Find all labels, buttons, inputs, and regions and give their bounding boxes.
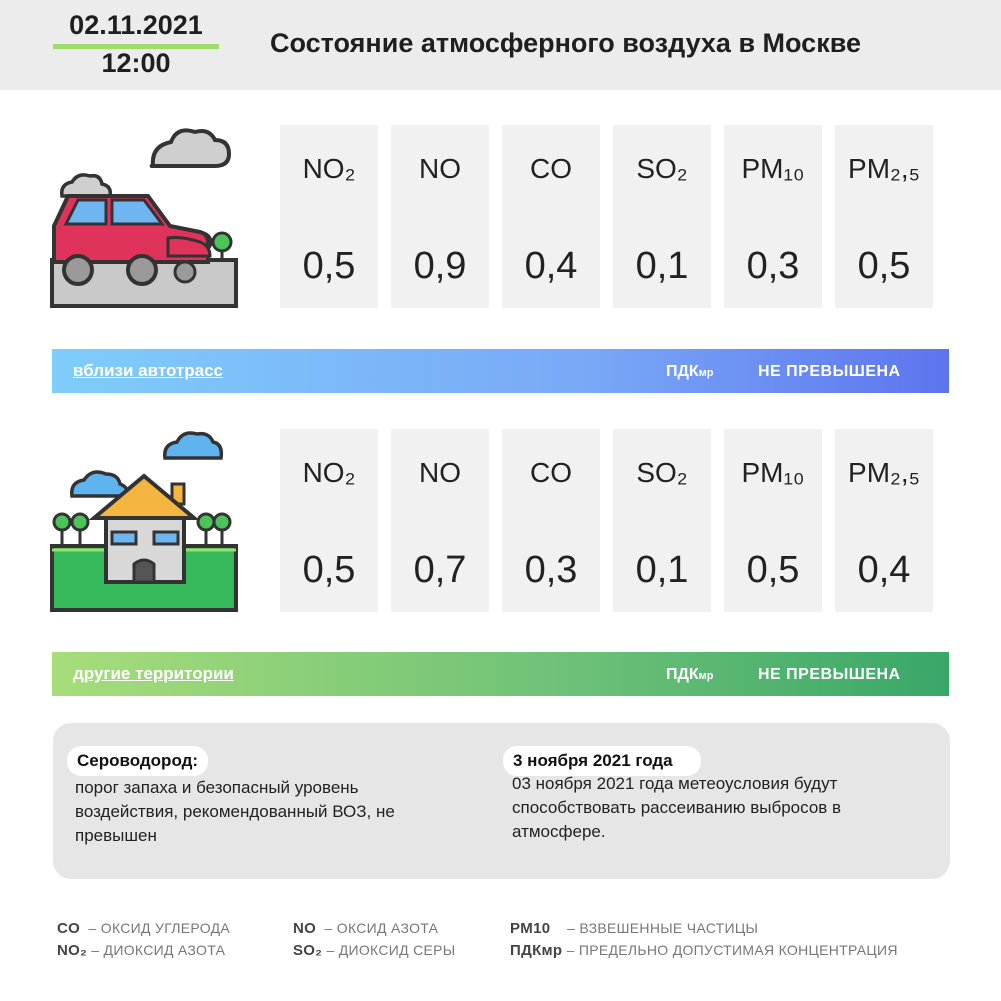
roads-banner-label: вблизи автотрасс (73, 361, 223, 380)
pollutant-card (613, 429, 711, 612)
pollutant-card (502, 125, 600, 308)
other-status-text: НЕ ПРЕВЫШЕНА (758, 666, 901, 683)
cloud-icon (152, 130, 229, 166)
pollutant-name: NO₂ (302, 457, 356, 488)
info-panel (53, 723, 950, 879)
pollutant-value: 0,9 (413, 245, 467, 287)
date-label: 02.11.2021 (69, 10, 203, 40)
pollutant-value: 0,5 (302, 549, 356, 591)
legend-co: CO – ОКСИД УГЛЕРОДА (57, 920, 231, 937)
other-status-banner (52, 652, 949, 696)
pollutant-value: 0,1 (635, 245, 689, 287)
legend-no: NO – ОКСИД АЗОТА (293, 920, 439, 937)
pollutant-name: NO₂ (302, 153, 356, 184)
pollutant-card (502, 429, 600, 612)
pollutant-value: 0,3 (746, 245, 800, 287)
pollutant-value: 0,5 (302, 245, 356, 287)
pollutant-name: SO₂ (636, 457, 688, 488)
pollutant-name: PM₁₀ (741, 153, 805, 184)
pdk-label: ПДКмр (666, 666, 714, 683)
pollutant-value: 0,4 (857, 549, 911, 591)
pollutant-name: NO (419, 457, 461, 488)
pollutant-card (724, 429, 822, 612)
pollutant-card (835, 429, 933, 612)
pollutant-name: SO₂ (636, 153, 688, 184)
pollutant-name: PM₂,₅ (848, 153, 920, 184)
pollutant-card (613, 125, 711, 308)
car-road-icon (50, 120, 240, 310)
pollutant-name: PM₂,₅ (848, 457, 920, 488)
legend-no2: NO₂ – ДИОКСИД АЗОТА (57, 942, 226, 959)
pdk-label: ПДКмр (666, 363, 714, 380)
house-icon (50, 428, 240, 614)
pollutant-value: 0,5 (746, 549, 800, 591)
pollutant-card (835, 125, 933, 308)
hydrogen-sulfide-title: Сероводород: (67, 746, 208, 776)
pollutant-card (280, 429, 378, 612)
pollutant-card (280, 125, 378, 308)
time-label: 12:00 (101, 48, 171, 78)
pollutant-card (724, 125, 822, 308)
pollutant-name: CO (530, 153, 572, 184)
forecast-text: 03 ноября 2021 года метеоусловия будут способствовать рассеиванию выбросов в атмосфере. (512, 774, 842, 841)
forecast-title: 3 ноября 2021 года (503, 746, 701, 776)
roads-status-text: НЕ ПРЕВЫШЕНА (758, 363, 901, 380)
roads-status-banner (52, 349, 949, 393)
pollutant-value: 0,3 (524, 549, 578, 591)
pollutant-value: 0,4 (524, 245, 578, 287)
pollutant-value: 0,5 (857, 245, 911, 287)
pollutant-name: PM₁₀ (741, 457, 805, 488)
pollutant-name: CO (530, 457, 572, 488)
page-title: Состояние атмосферного воздуха в Москве (270, 28, 861, 58)
header-bar (0, 0, 1001, 90)
pollutant-name: NO (419, 153, 461, 184)
legend-pdk: ПДКмр – ПРЕДЕЛЬНО ДОПУСТИМАЯ КОНЦЕНТРАЦИЯ (510, 942, 898, 959)
other-banner-label: другие территории (73, 664, 234, 683)
legend-so2: SO₂ – ДИОКСИД СЕРЫ (293, 942, 456, 959)
legend-pm10: PM10 – ВЗВЕШЕННЫЕ ЧАСТИЦЫ (510, 920, 759, 937)
hydrogen-sulfide-text: порог запаха и безопасный уровень воздействия, рекомендованный ВОЗ, не превышен (75, 778, 395, 845)
pollutant-value: 0,1 (635, 549, 689, 591)
pollutant-value: 0,7 (413, 549, 467, 591)
pollutant-card (391, 429, 489, 612)
pollutant-card (391, 125, 489, 308)
